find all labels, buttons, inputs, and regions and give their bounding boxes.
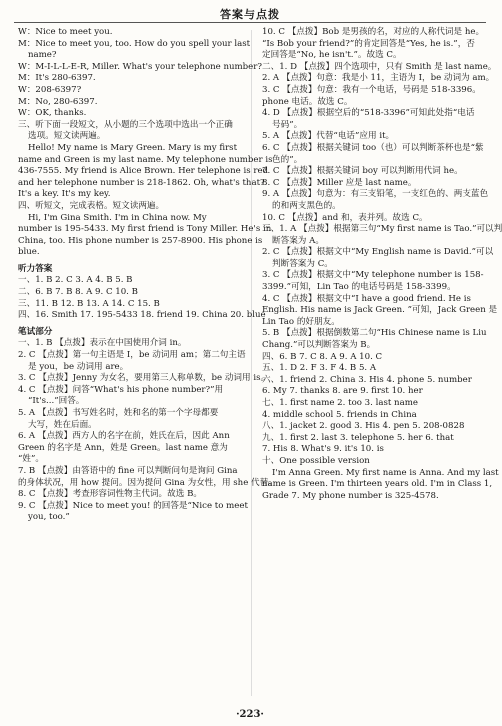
text-line: 5. A 【点拨】代替“电话”应用 it。 [262, 131, 395, 142]
text-line: 三、11. B 12. B 13. A 14. C 15. B [18, 298, 160, 309]
text-line: 号码”。 [272, 119, 303, 130]
text-line: name? [28, 50, 57, 61]
text-line: 6. A 【点拨】西方人的名字在前，姓氏在后，因此 Ann [18, 431, 230, 442]
column-divider [251, 30, 252, 696]
text-line: Hello! My name is Mary Green. Mary is my first [28, 142, 238, 153]
text-line: 7. C 【点拨】根据关键词 boy 可以判断用代词 he。 [262, 166, 463, 177]
text-line: 10. C 【点拨】and 和，表并列。故选 C。 [262, 212, 428, 223]
text-line: 9. A 【点拨】句意为：有三支铅笔，一支红色的、两支蓝色 [262, 189, 489, 200]
text-line: I'm Anna Green. My first name is Anna. And my last [272, 467, 499, 478]
text-line: 4. middle school 5. friends in China [262, 409, 417, 420]
left-column [18, 27, 277, 698]
text-line: 4. C 【点拨】问答“What's his phone number?”用 [18, 384, 224, 395]
page-number: ·223· [236, 709, 264, 720]
section-heading: 听力答案 [18, 263, 53, 274]
text-line: 6. C 【点拨】根据关键词 too（也）可以判断茶杯也是“紫 [262, 142, 484, 153]
text-line: 五、1. D 2. F 3. F 4. B 5. A [262, 363, 377, 374]
text-line: Grade 7. My phone number is 325-4578. [262, 490, 439, 501]
text-line: 3. C 【点拨】句意：我有一个电话，号码是 518-3396。 [262, 84, 481, 95]
text-line: 四、听短文，完成表格。短文读两遍。 [18, 200, 165, 211]
text-line: number is 195-5433. My first friend is Tony Miller. He's in [18, 224, 272, 235]
text-line: 九、1. first 2. last 3. telephone 5. her 6. that [262, 432, 454, 443]
text-line: English. His name is Jack Green. ”可知，Jack Green 是 [262, 305, 498, 316]
text-line: 436-7555. My friend is Alice Brown. Her telephone is red [18, 166, 269, 177]
header-rule [14, 22, 486, 23]
text-line: M：No, 280-6397. [18, 96, 98, 107]
text-line: 8. C 【点拨】考查形容词性物主代词。故选 B。 [18, 489, 202, 500]
text-line: 是 you，be 动词用 are。 [28, 361, 129, 372]
text-line: W：208-6397? [18, 84, 82, 95]
text-line: 2. C 【点拨】第一句主语是 I，be 动词用 am；第二句主语 [18, 350, 246, 361]
text-line: 4. D 【点拨】根据空后的“518-3396”可知此处指“电话 [262, 108, 475, 119]
text-line: “It's...”回答。 [28, 396, 85, 407]
text-line: 二、1. D 【点拨】四个选项中，只有 Smith 是 last name。 [262, 61, 497, 72]
text-line: 3. C 【点拨】Jenny 为女名，要用第三人称单数，be 动词用 is。 [18, 373, 270, 384]
text-line: blue. [18, 247, 40, 258]
text-line: 选项。短文读两遍。 [28, 131, 106, 142]
text-line: name is Green. I'm thirteen years old. I'm in Class 1, [262, 479, 493, 490]
text-line: 色的”。 [272, 154, 303, 165]
text-line: 十、One possible version [262, 455, 370, 466]
page-header [0, 0, 500, 26]
text-line: 七、1. first name 2. too 3. last name [262, 398, 418, 408]
text-line: W：M-I-L-L-E-R, Miller. What's your telephone number? [18, 61, 262, 72]
text-line: W：Nice to meet you. [18, 27, 113, 37]
text-line: 7. His 8. What's 9. it's 10. is [262, 444, 384, 455]
text-line: 六、1. friend 2. China 3. His 4. phone 5. number [262, 374, 472, 385]
text-line: Lin Tao 的好朋友。 [262, 316, 340, 327]
text-line: Hi, I'm Gina Smith. I'm in China now. My [28, 212, 207, 223]
text-line: 三、听下面一段短文，从小题的三个选项中选出一个正确 [18, 119, 233, 130]
text-line: 三、1. A 【点拨】根据第三句“My first name is Tao.”可以判 [262, 224, 502, 235]
text-line: 8. C 【点拨】Miller 应是 last name。 [262, 177, 417, 188]
right-column [262, 27, 502, 698]
text-line: 八、1. jacket 2. good 3. His 4. pen 5. 208-0828 [262, 421, 465, 432]
text-line: Chang.”可以判断答案为 B。 [262, 340, 376, 351]
text-line: 2. C 【点拨】根据文中“My English name is David.”可以 [262, 247, 494, 258]
text-line: 四、6. B 7. C 8. A 9. A 10. C [262, 351, 383, 362]
text-line: M：Nice to meet you, too. How do you spell your last [18, 38, 251, 49]
text-line: 一、1. B 2. C 3. A 4. B 5. B [18, 275, 133, 286]
text-line: and her telephone number is 218-1862. Oh, what's that? [18, 177, 265, 188]
text-line: 2. A 【点拨】句意：我是小 11，主语为 I，be 动词为 am。 [262, 73, 495, 84]
text-line: 大写，姓在后面。 [28, 419, 97, 430]
text-line: Green 的名字是 Ann，姓是 Green。last name 意为 [18, 442, 228, 453]
text-line: phone 电话。故选 C。 [262, 96, 353, 107]
text-line: 二、6. B 7. B 8. A 9. C 10. B [18, 287, 138, 298]
text-line: 四、16. Smith 17. 195-5433 18. friend 19. China 20. blue [18, 310, 266, 321]
text-line: 5. B 【点拨】根据倒数第二句“His Chinese name is Liu [262, 328, 487, 339]
text-line: 的身体状况，用 how 提问。因为提问 Gina 为女性，用 she 代替。 [18, 477, 277, 488]
text-line: “Is Bob your friend?”的肯定回答是“Yes, he is.”，否 [262, 38, 475, 49]
text-line: 断答案为 A。 [272, 235, 324, 246]
text-line: 的和两支黑色的。 [272, 200, 341, 211]
section-heading: 笔试部分 [18, 326, 53, 337]
text-line: 5. A 【点拨】书写姓名时，姓和名的第一个字母都要 [18, 408, 219, 418]
text-line: 6. My 7. thanks 8. are 9. first 10. her [262, 386, 423, 397]
text-line: 10. C 【点拨】Bob 是男孩的名，对应的人称代词是 he。 [262, 27, 485, 37]
text-line: 3399.”可知，Lin Tao 的电话号码是 158-3399。 [262, 282, 456, 293]
text-line: 9. C 【点拨】Nice to meet you! 的回答是“Nice to meet [18, 500, 248, 511]
text-line: M：It's 280-6397. [18, 73, 96, 84]
text-line: you, too.” [28, 512, 70, 523]
text-line: W：OK, thanks. [18, 108, 87, 119]
text-line: 7. B 【点拨】由答语中的 fine 可以判断问句是询问 Gina [18, 465, 238, 476]
text-line: 判断答案为 C。 [272, 258, 333, 269]
text-line: “姓”。 [18, 454, 44, 465]
text-line: 4. C 【点拨】根据文中“I have a good friend. He is [262, 293, 471, 304]
text-line: 3. C 【点拨】根据文中“My telephone number is 158- [262, 270, 484, 281]
text-line: name and Green is my last name. My telephone number is [18, 154, 273, 165]
text-line: China, too. His phone number is 257-8900. His phone is [18, 235, 263, 246]
text-line: It's a key. It's my key. [18, 189, 111, 200]
header-title: 答案与点拨 [220, 8, 280, 21]
text-line: 定回答是“No, he isn't.”。故选 C。 [262, 50, 402, 61]
text-line: 一、1. B 【点拨】表示在中国使用介词 in。 [18, 338, 187, 349]
